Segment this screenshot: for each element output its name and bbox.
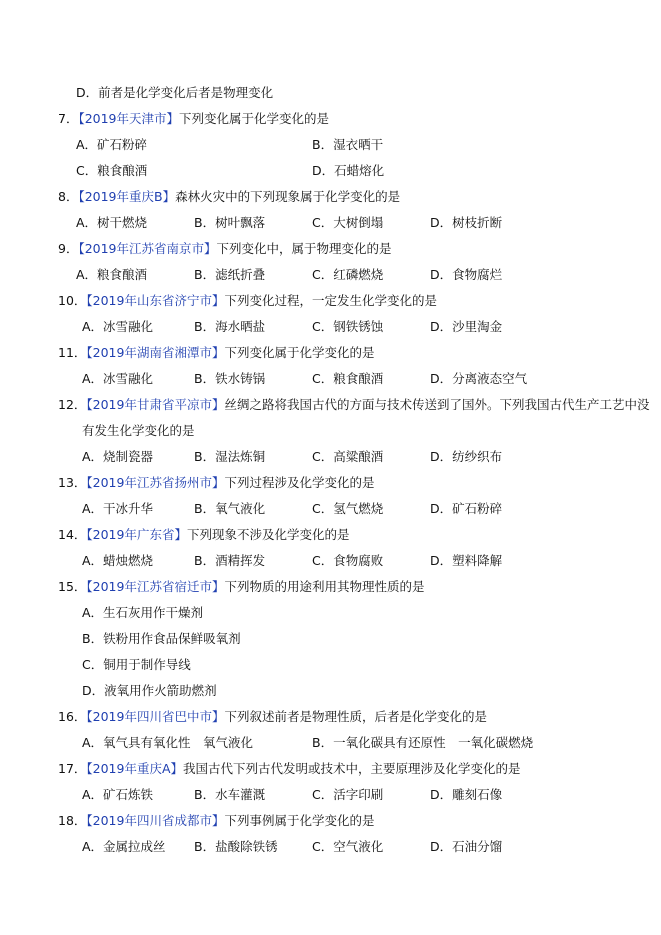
question-text: 丝绸之路将我国古代的方面与技术传送到了国外。下列我国古代生产工艺中没	[224, 397, 650, 412]
question-text: 我国古代下列古代发明或技术中，主要原理涉及化学变化的是	[183, 761, 521, 776]
question-11-option-c: C．粮食酿酒	[312, 371, 384, 386]
question-12-stem-continued: 有发生化学变化的是	[82, 423, 195, 438]
question-17-option-d: D．雕刻石像	[430, 787, 503, 802]
question-number: 9．	[58, 241, 79, 256]
question-7-option-c: C．粮食酿酒	[76, 163, 148, 178]
question-8-option-b: B．树叶飘落	[194, 215, 266, 230]
question-15-stem	[58, 579, 424, 595]
question-10-stem	[58, 293, 437, 309]
question-15-option-b: B．铁粉用作食品保鲜吸氧剂	[82, 631, 241, 646]
question-10-option-d: D．沙里淘金	[430, 319, 503, 334]
question-18-option-c: C．空气液化	[312, 839, 384, 854]
question-number: 10．	[58, 293, 87, 308]
question-number: 13．	[58, 475, 87, 490]
question-text: 下列物质的用途利用其物理性质的是	[224, 579, 425, 594]
question-13-option-b: B．氧气液化	[194, 501, 266, 516]
question-7-option-a: A．矿石粉碎	[76, 137, 148, 152]
question-text: 下列变化过程，一定发生化学变化的是	[224, 293, 437, 308]
question-8-option-c: C．大树倒塌	[312, 215, 384, 230]
question-12-stem	[58, 397, 649, 413]
question-text: 下列变化属于化学变化的是	[224, 345, 375, 360]
question-8-option-d: D．树枝折断	[430, 215, 503, 230]
question-text: 下列变化中，属于物理变化的是	[216, 241, 392, 256]
question-15-option-d: D．液氧用作火箭助燃剂	[82, 683, 217, 698]
question-number: 18．	[58, 813, 87, 828]
question-12-option-a: A．烧制瓷器	[82, 449, 154, 464]
question-number: 16．	[58, 709, 87, 724]
question-text: 森林火灾中的下列现象属于化学变化的是	[175, 189, 401, 204]
question-number: 14．	[58, 527, 87, 542]
question-source: 【2019年重庆B】	[78, 189, 176, 204]
question-12-option-b: B．湿法炼铜	[194, 449, 266, 464]
question-15-option-a: A．生石灰用作干燥剂	[82, 605, 204, 620]
question-11-option-b: B．铁水铸锅	[194, 371, 266, 386]
question-source: 【2019年山东省济宁市】	[86, 293, 225, 308]
question-16-option-a: A．氧气具有氧化性 氧气液化	[82, 735, 254, 750]
question-11-option-d: D．分离液态空气	[430, 371, 528, 386]
question-9-option-d: D．食物腐烂	[430, 267, 503, 282]
question-17-option-a: A．矿石炼铁	[82, 787, 154, 802]
question-14-stem	[58, 527, 349, 543]
question-source: 【2019年重庆A】	[86, 761, 184, 776]
question-13-option-a: A．干冰升华	[82, 501, 154, 516]
question-source: 【2019年广东省】	[86, 527, 187, 542]
question-18-option-a: A．金属拉成丝	[82, 839, 166, 854]
question-source: 【2019年四川省巴中市】	[86, 709, 225, 724]
prev-question-option-d: D．前者是化学变化后者是物理变化	[76, 85, 274, 100]
question-14-option-a: A．蜡烛燃烧	[82, 553, 154, 568]
question-7-stem	[58, 111, 329, 127]
question-14-option-b: B．酒精挥发	[194, 553, 266, 568]
question-source: 【2019年四川省成都市】	[86, 813, 225, 828]
question-13-option-d: D．矿石粉碎	[430, 501, 503, 516]
question-number: 8．	[58, 189, 79, 204]
question-10-option-a: A．冰雪融化	[82, 319, 154, 334]
question-14-option-c: C．食物腐败	[312, 553, 384, 568]
question-12-option-d: D．纺纱织布	[430, 449, 503, 464]
question-7-option-d: D．石蜡熔化	[312, 163, 385, 178]
question-16-stem	[58, 709, 487, 725]
question-text: 下列变化属于化学变化的是	[179, 111, 330, 126]
question-12-option-c: C．高粱酿酒	[312, 449, 384, 464]
question-number: 7．	[58, 111, 79, 126]
question-source: 【2019年天津市】	[78, 111, 180, 126]
question-13-stem	[58, 475, 374, 491]
question-10-option-c: C．钢铁锈蚀	[312, 319, 384, 334]
question-8-option-a: A．树干燃烧	[76, 215, 148, 230]
question-9-option-a: A．粮食酿酒	[76, 267, 148, 282]
question-9-option-b: B．滤纸折叠	[194, 267, 266, 282]
question-source: 【2019年江苏省扬州市】	[86, 475, 225, 490]
question-number: 17．	[58, 761, 87, 776]
question-17-option-c: C．活字印刷	[312, 787, 384, 802]
question-9-option-c: C．红磷燃烧	[312, 267, 384, 282]
question-number: 11．	[58, 345, 87, 360]
question-18-stem	[58, 813, 374, 829]
question-source: 【2019年江苏省宿迁市】	[86, 579, 225, 594]
question-10-option-b: B．海水晒盐	[194, 319, 266, 334]
question-7-option-b: B．湿衣晒干	[312, 137, 384, 152]
question-source: 【2019年湖南省湘潭市】	[86, 345, 225, 360]
question-number: 15．	[58, 579, 87, 594]
question-17-stem	[58, 761, 521, 777]
question-18-option-b: B．盐酸除铁锈	[194, 839, 278, 854]
question-15-option-c: C．铜用于制作导线	[82, 657, 191, 672]
question-text: 下列事例属于化学变化的是	[224, 813, 375, 828]
question-source: 【2019年江苏省南京市】	[78, 241, 217, 256]
question-8-stem	[58, 189, 400, 205]
question-9-stem	[58, 241, 392, 257]
question-18-option-d: D．石油分馏	[430, 839, 503, 854]
question-11-option-a: A．冰雪融化	[82, 371, 154, 386]
question-text: 下列叙述前者是物理性质，后者是化学变化的是	[224, 709, 487, 724]
question-text: 下列现象不涉及化学变化的是	[186, 527, 350, 542]
question-text: 下列过程涉及化学变化的是	[224, 475, 375, 490]
question-14-option-d: D．塑料降解	[430, 553, 503, 568]
question-16-option-b: B．一氧化碳具有还原性 一氧化碳燃烧	[312, 735, 534, 750]
question-11-stem	[58, 345, 374, 361]
question-17-option-b: B．水车灌溉	[194, 787, 266, 802]
question-source: 【2019年甘肃省平凉市】	[86, 397, 225, 412]
question-number: 12．	[58, 397, 87, 412]
question-13-option-c: C．氢气燃烧	[312, 501, 384, 516]
